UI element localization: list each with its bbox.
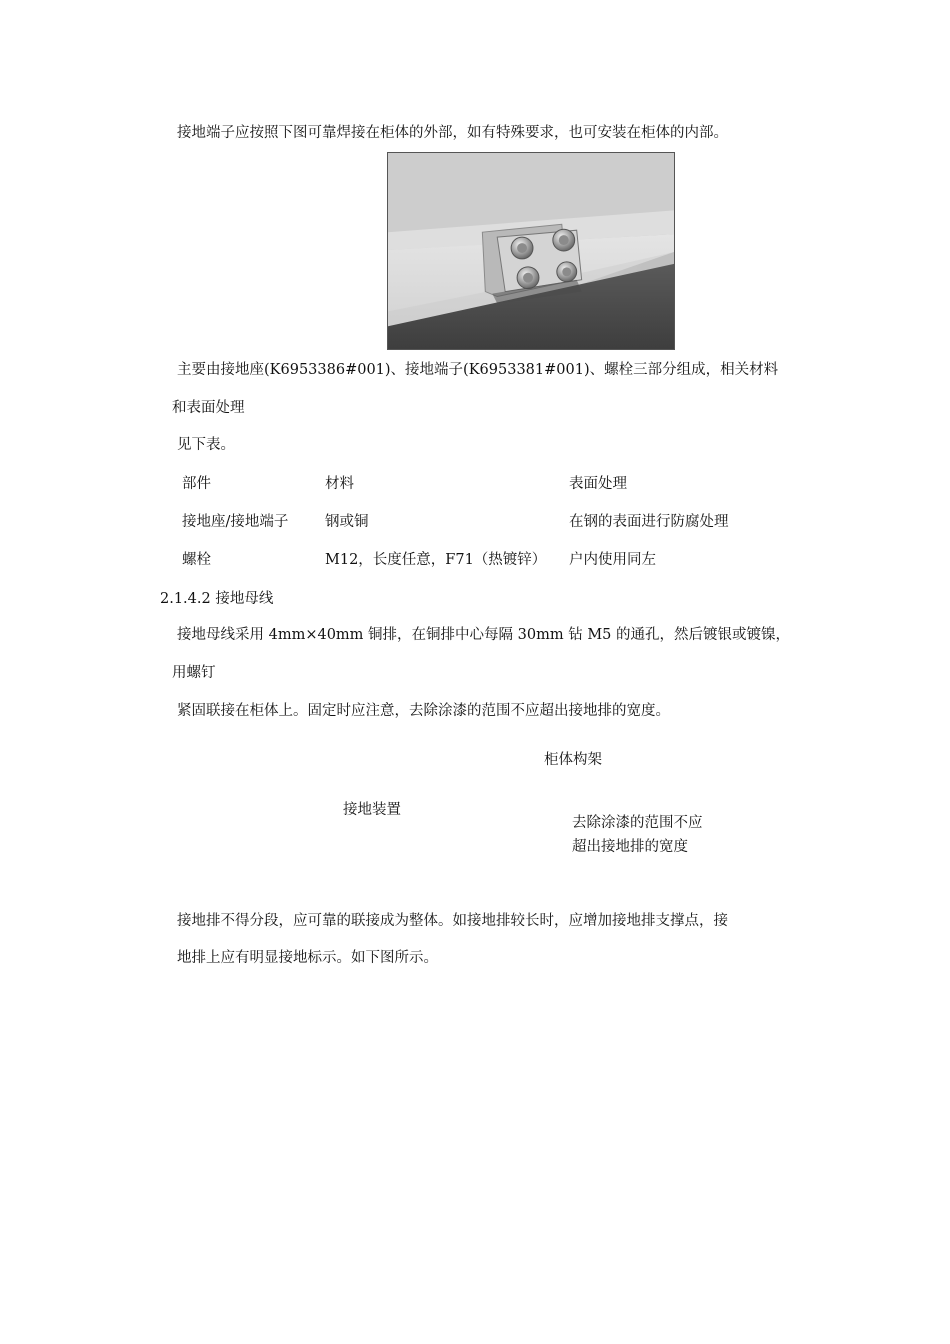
intro-paragraph: 接地端子应按照下图可靠焊接在柜体的外部，如有特殊要求，也可安装在柜体的内部。 xyxy=(177,125,728,141)
diagram-note-line-1: 去除涂漆的范围不应 xyxy=(572,815,703,831)
table-header-part: 部件 xyxy=(182,476,211,492)
composition-line-2: 和表面处理 xyxy=(172,400,245,416)
table-header-material: 材料 xyxy=(325,476,354,492)
busbar-line-2: 用螺钉 xyxy=(172,665,216,681)
table-cell: 钢或铜 xyxy=(325,514,369,530)
grounding-terminal-photo-image xyxy=(388,153,674,349)
section-heading: 2.1.4.2 接地母线 xyxy=(160,591,274,607)
closing-line-1: 接地排不得分段，应可靠的联接成为整体。如接地排较长时，应增加接地排支撑点，接 xyxy=(177,913,728,929)
diagram-label-grounding-device: 接地装置 xyxy=(343,802,401,818)
closing-line-2: 地排上应有明显接地标示。如下图所示。 xyxy=(177,950,438,966)
table-cell: 接地座/接地端子 xyxy=(182,514,289,530)
table-cell: 在钢的表面进行防腐处理 xyxy=(569,514,729,530)
table-cell: M12，长度任意，F71（热镀锌） xyxy=(325,552,547,568)
busbar-line-3: 紧固联接在柜体上。固定时应注意，去除涂漆的范围不应超出接地排的宽度。 xyxy=(177,703,670,719)
table-header-surface: 表面处理 xyxy=(569,476,627,492)
composition-line-1: 主要由接地座(K6953386#001)、接地端子(K6953381#001)、螺栓三部分组成，相关材料 xyxy=(177,362,779,378)
busbar-line-1: 接地母线采用 4mm×40mm 铜排，在铜排中心每隔 30mm 钻 M5 的通孔，然后镀银或镀镍， xyxy=(177,627,790,643)
diagram-note-line-2: 超出接地排的宽度 xyxy=(572,839,688,855)
table-cell: 户内使用同左 xyxy=(569,552,656,568)
diagram-label-cabinet-frame: 柜体构架 xyxy=(544,752,602,768)
composition-line-3: 见下表。 xyxy=(177,437,235,453)
table-cell: 螺栓 xyxy=(182,552,211,568)
grounding-terminal-photo xyxy=(387,152,675,350)
